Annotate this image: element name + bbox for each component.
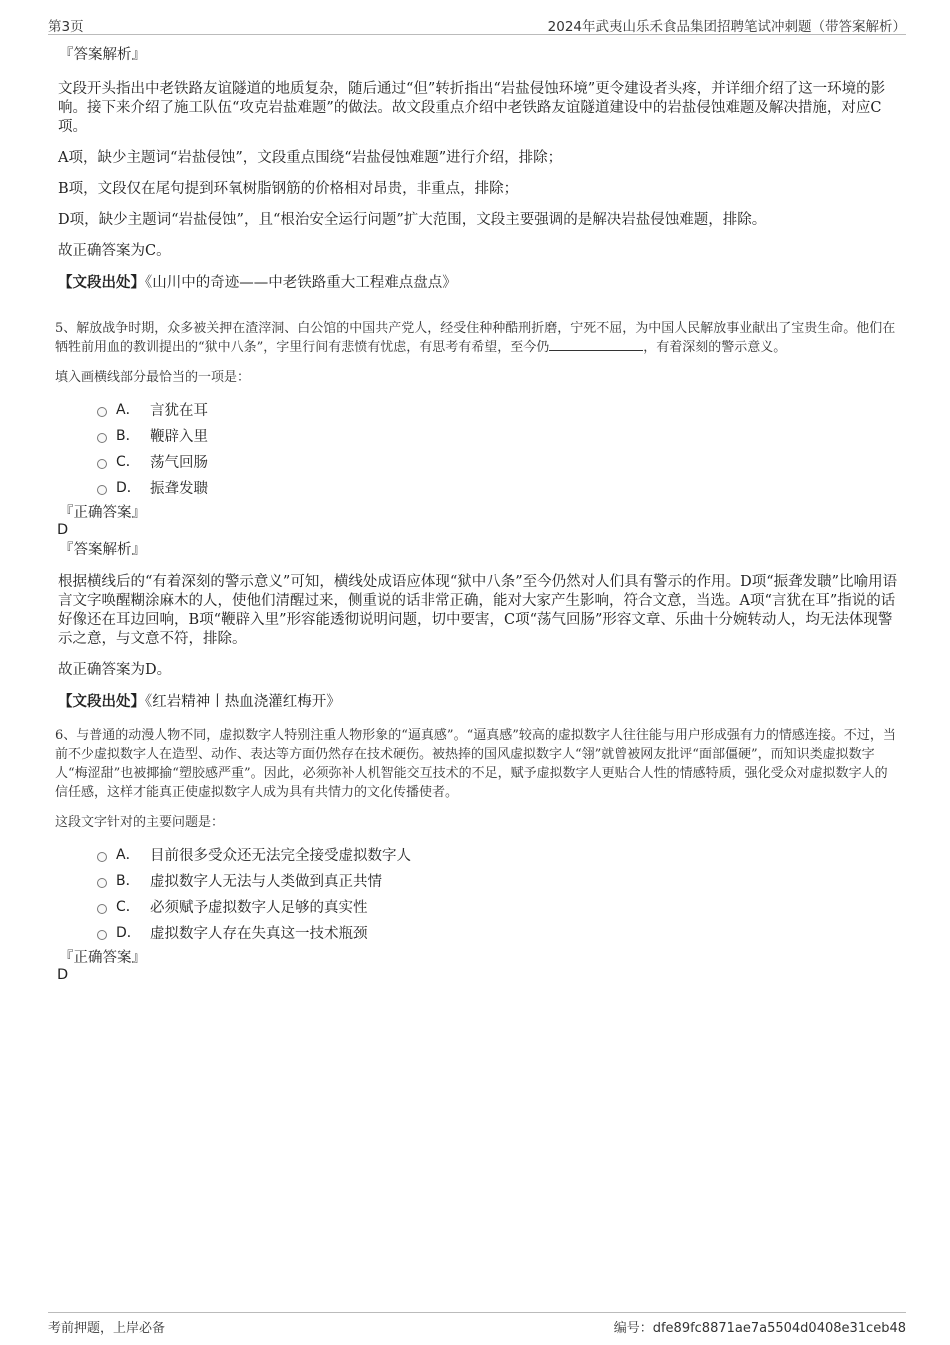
- footer-code: [614, 1317, 906, 1336]
- footer-code-value: dfe89fc8871ae7a5504d0408e31ceb48: [652, 1321, 906, 1336]
- radio-icon[interactable]: [97, 878, 107, 888]
- q5-analysis-tag: 『答案解析』: [59, 542, 146, 558]
- radio-icon[interactable]: [97, 904, 107, 914]
- q5-source-text: 《红岩精神丨热血浇灌红梅开》: [145, 694, 341, 710]
- q5-option-b[interactable]: B． 鞭辟入里: [97, 422, 900, 448]
- q6-prompt: 这段文字针对的主要问题是：: [55, 815, 225, 830]
- q4-source-label: 【文段出处】: [58, 274, 145, 291]
- q5-stem-before: 5、解放战争时期，众多被关押在渣滓洞、白公馆的中国共产党人，经受住种种酷刑折磨，宁死不屈，为中国人民解放事业献出了宝贵生命。他们在牺牲前用血的教训提出的“狱中八条”，字里行间有悲愤有忧虑，有思考有希望，至今仍: [55, 321, 896, 355]
- q4-option-d-note: D项，缺少主题词“岩盐侵蚀”，且“根治安全运行问题”扩大范围，文段主要强调的是解决岩盐侵蚀难题，排除。: [58, 212, 767, 228]
- q4-option-a-note: A项，缺少主题词“岩盐侵蚀”，文段重点围绕“岩盐侵蚀难题”进行介绍，排除；: [58, 150, 563, 166]
- q5-correct-answer: D: [57, 522, 69, 538]
- q5-option-d[interactable]: D． 振聋发聩: [97, 474, 900, 500]
- q5-analysis: 根据横线后的“有着深刻的警示意义”可知，横线处成语应体现“狱中八条”至今仍然对人们具有警示的作用。D项“振聋发聩”比喻用语言文字唤醒糊涂麻木的人，使他们清醒过来，侧重说的话非常正确，能对大家产生影响，符合文意，当选。A项“言犹在耳”指说的话好像还在耳边回响，B项“鞭辟入里”形容能透彻说明问题，切中要害，C项“荡气回肠”形容文章、乐曲十分婉转动人，均无法体现警示之意，与文意不符，排除。: [58, 574, 898, 647]
- q6-option-c[interactable]: C． 必须赋予虚拟数字人足够的真实性: [97, 893, 900, 919]
- q6-options: [55, 841, 900, 945]
- page-header: [48, 12, 906, 35]
- q4-source: [58, 273, 900, 293]
- q4-conclusion: 故正确答案为C。: [58, 243, 171, 259]
- q4-source-text: 《山川中的奇迹——中老铁路重大工程难点盘点》: [145, 275, 457, 291]
- radio-icon[interactable]: [97, 485, 107, 495]
- q5-prompt: 填入画横线部分最恰当的一项是：: [55, 370, 251, 385]
- q6-correct-answer: D: [57, 967, 69, 983]
- q4-analysis: 文段开头指出中老铁路友谊隧道的地质复杂，随后通过“但”转折指出“岩盐侵蚀环境”更令建设者头疼，并详细介绍了这一环境的影响。接下来介绍了施工队伍“攻克岩盐难题”的做法。故文段重点介绍中老铁路友谊隧道建设中的岩盐侵蚀难题及解决措施，对应C项。: [58, 81, 886, 135]
- q5-source-label: 【文段出处】: [58, 693, 145, 710]
- document-title: 2024年武夷山乐禾食品集团招聘笔试冲刺题（带答案解析）: [547, 19, 906, 35]
- q5-option-a[interactable]: A． 言犹在耳: [97, 396, 900, 422]
- q6-correct-tag: 『正确答案』: [59, 950, 146, 966]
- q5-options: [55, 396, 900, 500]
- q6-option-a[interactable]: A． 目前很多受众还无法完全接受虚拟数字人: [97, 841, 900, 867]
- radio-icon[interactable]: [97, 433, 107, 443]
- q5-correct-tag: 『正确答案』: [59, 505, 146, 521]
- q5-source: [58, 692, 900, 712]
- q5-conclusion: 故正确答案为D。: [58, 662, 172, 678]
- page-footer: [48, 1312, 906, 1336]
- q5-stem: [55, 319, 900, 357]
- page-content: [55, 46, 900, 984]
- radio-icon[interactable]: [97, 930, 107, 940]
- footer-slogan: 考前押题，上岸必备: [48, 1321, 166, 1336]
- q6-option-d[interactable]: D． 虚拟数字人存在失真这一技术瓶颈: [97, 919, 900, 945]
- radio-icon[interactable]: [97, 407, 107, 417]
- radio-icon[interactable]: [97, 459, 107, 469]
- footer-code-label: 编号：: [613, 1321, 653, 1336]
- q5-blank: [549, 338, 643, 351]
- q6-option-b[interactable]: B． 虚拟数字人无法与人类做到真正共情: [97, 867, 900, 893]
- q5-option-c[interactable]: C． 荡气回肠: [97, 448, 900, 474]
- q4-option-b-note: B项，文段仅在尾句提到环氧树脂钢筋的价格相对昂贵，非重点，排除；: [58, 181, 519, 197]
- q5-stem-after: ，有着深刻的警示意义。: [643, 340, 787, 355]
- radio-icon[interactable]: [97, 852, 107, 862]
- q4-analysis-tag: 『答案解析』: [59, 47, 146, 63]
- q6-stem: 6、与普通的动漫人物不同，虚拟数字人特别注重人物形象的“逼真感”。“逼真感”较高的虚拟数字人往往能与用户形成强有力的情感连接。不过，当前不少虚拟数字人在造型、动作、表达等方面仍然存在技术硬伤。被热捧的国风虚拟数字人“翎”就曾被网友批评“面部僵硬”，而知识类虚拟数字人“梅涩甜”也被揶揄“塑胶感严重”。因此，必须弥补人机智能交互技术的不足，赋予虚拟数字人更贴合人性的情感特质，强化受众对虚拟数字人的信任感，这样才能真正使虚拟数字人成为具有共情力的文化传播使者。: [55, 728, 896, 800]
- page-number: 第3页: [48, 19, 84, 35]
